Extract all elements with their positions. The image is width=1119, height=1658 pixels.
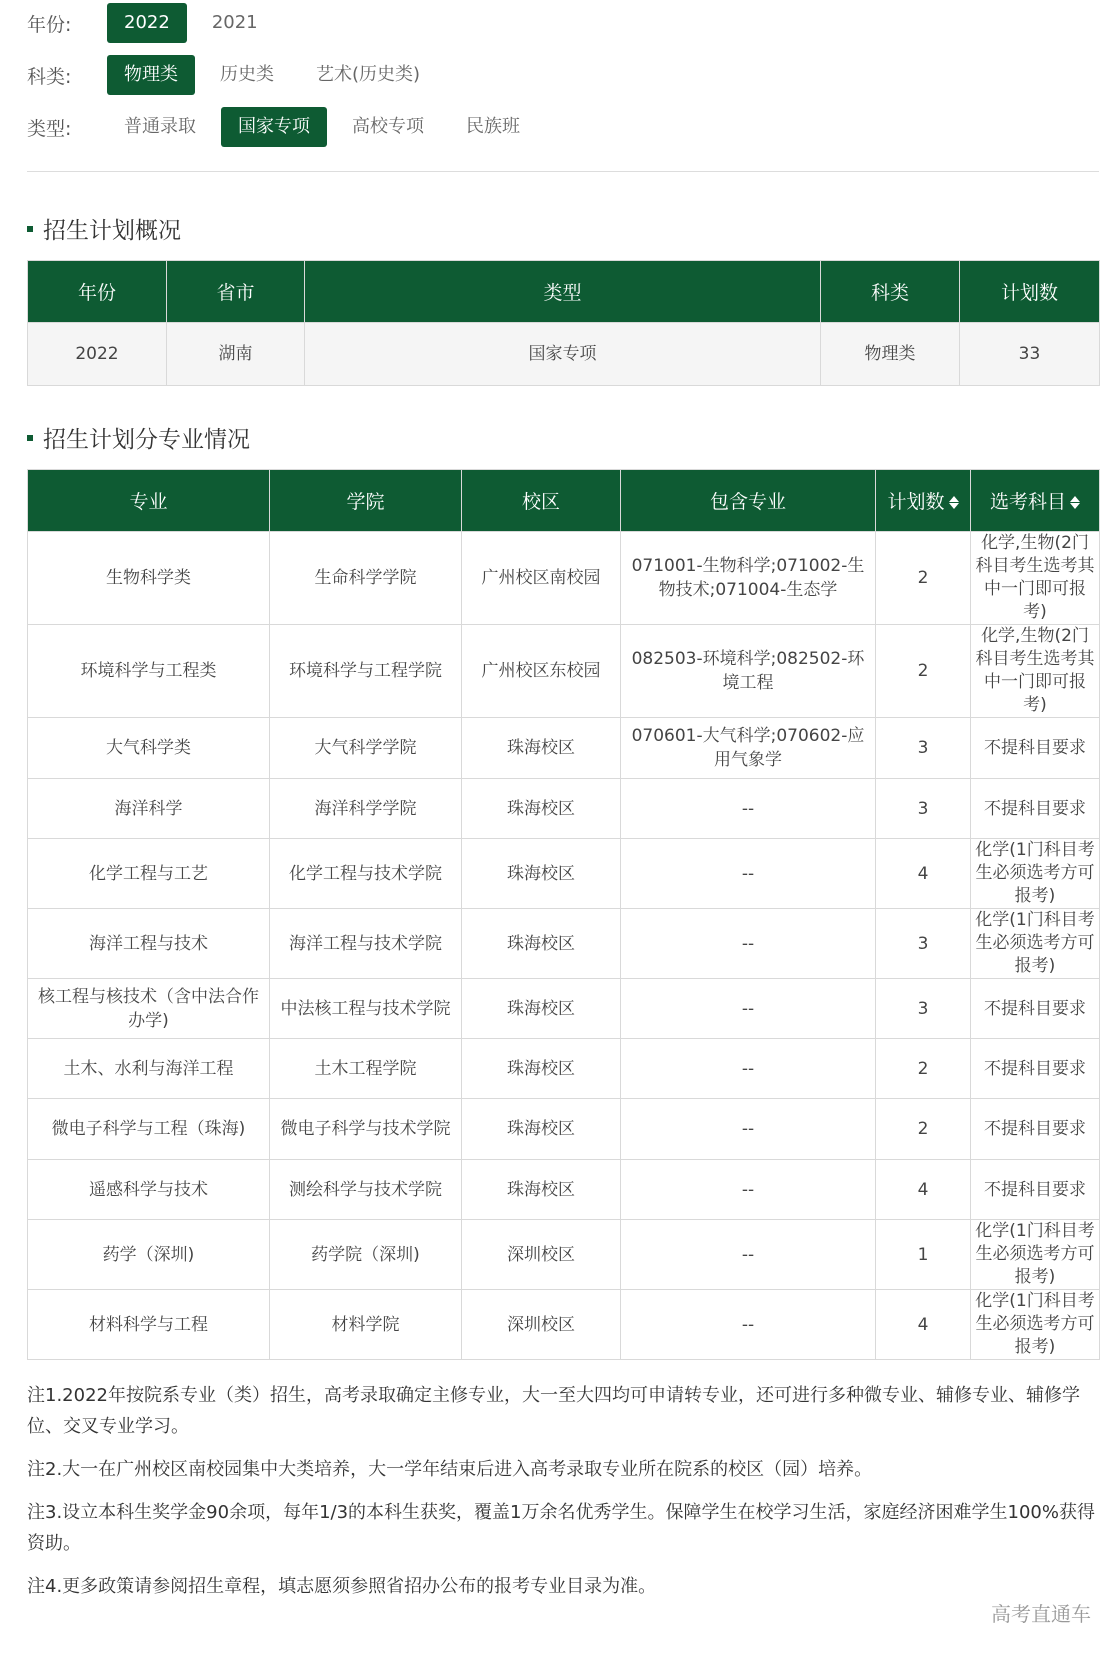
major-cell: 化学工程与工艺 xyxy=(28,839,270,909)
summary-col-plan: 计划数 xyxy=(960,261,1100,323)
campus-cell: 珠海校区 xyxy=(462,839,621,909)
college-cell: 海洋工程与技术学院 xyxy=(270,909,462,979)
summary-cell-subject: 物理类 xyxy=(821,323,960,386)
included-majors-cell: -- xyxy=(621,1099,876,1160)
major-cell: 大气科学类 xyxy=(28,718,270,779)
plan-count-cell: 3 xyxy=(876,909,971,979)
table-row xyxy=(28,979,1100,1039)
subject-filter xyxy=(27,55,445,95)
campus-cell: 珠海校区 xyxy=(462,909,621,979)
table-row xyxy=(28,1290,1100,1360)
type-filter-label: 类型: xyxy=(27,117,72,140)
detail-section-title xyxy=(27,421,250,454)
type-option-university[interactable]: 高校专项 xyxy=(352,116,424,137)
table-row xyxy=(28,909,1100,979)
subject-requirement-cell: 不提科目要求 xyxy=(971,979,1100,1039)
note-1: 注1.2022年按院系专业（类）招生，高考录取确定主修专业，大一至大四均可申请转专业，还可进行多种微专业、辅修专业、辅修学位、交叉专业学习。 xyxy=(27,1385,1080,1437)
table-row xyxy=(28,532,1100,625)
sort-icon xyxy=(1070,495,1080,510)
subject-requirement-cell: 化学(1门科目考生必须选考方可报考) xyxy=(971,839,1100,909)
summary-row xyxy=(28,323,1100,386)
college-cell: 中法核工程与技术学院 xyxy=(270,979,462,1039)
summary-col-province: 省市 xyxy=(167,261,305,323)
plan-count-cell: 4 xyxy=(876,1290,971,1360)
campus-cell: 深圳校区 xyxy=(462,1290,621,1360)
major-cell: 药学（深圳) xyxy=(28,1220,270,1290)
plan-count-cell: 2 xyxy=(876,1099,971,1160)
subject-requirement-cell: 不提科目要求 xyxy=(971,1099,1100,1160)
included-majors-cell: -- xyxy=(621,979,876,1039)
summary-col-year: 年份 xyxy=(28,261,167,323)
note-3: 注3.设立本科生奖学金90余项，每年1/3的本科生获奖，覆盖1万余名优秀学生。保障学生在校学习生活，家庭经济困难学生100%获得资助。 xyxy=(27,1502,1095,1554)
college-cell: 测绘科学与技术学院 xyxy=(270,1160,462,1220)
summary-cell-year: 2022 xyxy=(28,323,167,386)
table-row xyxy=(28,1039,1100,1099)
college-cell: 生命科学学院 xyxy=(270,532,462,625)
campus-cell: 珠海校区 xyxy=(462,779,621,839)
subject-option-physics[interactable]: 物理类 xyxy=(107,55,195,95)
college-cell: 大气科学学院 xyxy=(270,718,462,779)
subject-requirement-cell: 不提科目要求 xyxy=(971,1160,1100,1220)
subject-requirement-cell: 不提科目要求 xyxy=(971,1039,1100,1099)
campus-cell: 广州校区东校园 xyxy=(462,625,621,718)
detail-table xyxy=(27,469,1100,1360)
campus-cell: 珠海校区 xyxy=(462,718,621,779)
table-row xyxy=(28,1220,1100,1290)
notes xyxy=(27,1380,1099,1614)
summary-title-text: 招生计划概况 xyxy=(43,218,181,244)
plan-count-cell: 2 xyxy=(876,532,971,625)
college-cell: 微电子科学与技术学院 xyxy=(270,1099,462,1160)
subject-requirement-cell: 化学(1门科目考生必须选考方可报考) xyxy=(971,909,1100,979)
note-2: 注2.大一在广州校区南校园集中大类培养，大一学年结束后进入高考录取专业所在院系的校区（园）培养。 xyxy=(27,1459,873,1480)
included-majors-cell: -- xyxy=(621,1290,876,1360)
college-cell: 化学工程与技术学院 xyxy=(270,839,462,909)
detail-col-subjects-sortable[interactable] xyxy=(971,470,1100,532)
campus-cell: 珠海校区 xyxy=(462,1039,621,1099)
year-option-2022[interactable]: 2022 xyxy=(107,3,187,43)
detail-col-plan-label: 计划数 xyxy=(887,491,945,513)
included-majors-cell: -- xyxy=(621,839,876,909)
included-majors-cell: -- xyxy=(621,1039,876,1099)
included-majors-cell: -- xyxy=(621,1160,876,1220)
plan-count-cell: 3 xyxy=(876,718,971,779)
detail-col-major: 专业 xyxy=(28,470,270,532)
college-cell: 材料学院 xyxy=(270,1290,462,1360)
detail-col-plan-sortable[interactable] xyxy=(876,470,971,532)
summary-cell-plan: 33 xyxy=(960,323,1100,386)
summary-table xyxy=(27,260,1100,386)
campus-cell: 珠海校区 xyxy=(462,1099,621,1160)
major-cell: 遥感科学与技术 xyxy=(28,1160,270,1220)
college-cell: 药学院（深圳) xyxy=(270,1220,462,1290)
major-cell: 生物科学类 xyxy=(28,532,270,625)
plan-count-cell: 4 xyxy=(876,839,971,909)
detail-header-row xyxy=(28,470,1100,532)
included-majors-cell: 070601-大气科学;070602-应用气象学 xyxy=(621,718,876,779)
included-majors-cell: -- xyxy=(621,909,876,979)
year-filter xyxy=(27,3,283,43)
subject-requirement-cell: 化学(1门科目考生必须选考方可报考) xyxy=(971,1220,1100,1290)
plan-count-cell: 3 xyxy=(876,779,971,839)
campus-cell: 珠海校区 xyxy=(462,1160,621,1220)
watermark: 高考直通车 xyxy=(991,1602,1091,1626)
table-row xyxy=(28,779,1100,839)
detail-col-included: 包含专业 xyxy=(621,470,876,532)
summary-col-type: 类型 xyxy=(305,261,821,323)
type-option-ethnic[interactable]: 民族班 xyxy=(466,116,520,137)
included-majors-cell: -- xyxy=(621,779,876,839)
bullet-square-icon xyxy=(27,226,33,232)
campus-cell: 深圳校区 xyxy=(462,1220,621,1290)
plan-count-cell: 2 xyxy=(876,625,971,718)
major-cell: 海洋科学 xyxy=(28,779,270,839)
table-row xyxy=(28,625,1100,718)
subject-option-art-history[interactable]: 艺术(历史类) xyxy=(316,64,421,85)
college-cell: 土木工程学院 xyxy=(270,1039,462,1099)
subject-option-history[interactable]: 历史类 xyxy=(220,64,274,85)
campus-cell: 广州校区南校园 xyxy=(462,532,621,625)
bullet-square-icon xyxy=(27,435,33,441)
included-majors-cell: -- xyxy=(621,1220,876,1290)
major-cell: 海洋工程与技术 xyxy=(28,909,270,979)
year-option-2021[interactable]: 2021 xyxy=(211,12,258,33)
table-row xyxy=(28,718,1100,779)
plan-count-cell: 4 xyxy=(876,1160,971,1220)
subject-requirement-cell: 化学,生物(2门科目考生选考其中一门即可报考) xyxy=(971,532,1100,625)
included-majors-cell: 082503-环境科学;082502-环境工程 xyxy=(621,625,876,718)
subject-requirement-cell: 化学(1门科目考生必须选考方可报考) xyxy=(971,1290,1100,1360)
subject-filter-label: 科类: xyxy=(27,65,72,88)
campus-cell: 珠海校区 xyxy=(462,979,621,1039)
note-4: 注4.更多政策请参阅招生章程，填志愿须参照省招办公布的报考专业目录为准。 xyxy=(27,1576,657,1597)
table-row xyxy=(28,1099,1100,1160)
summary-section-title xyxy=(27,212,181,245)
divider xyxy=(27,171,1099,172)
detail-col-subjects-label: 选考科目 xyxy=(989,491,1066,513)
type-filter xyxy=(27,107,545,147)
major-cell: 材料科学与工程 xyxy=(28,1290,270,1360)
type-option-national[interactable]: 国家专项 xyxy=(221,107,327,147)
major-cell: 土木、水利与海洋工程 xyxy=(28,1039,270,1099)
summary-header-row xyxy=(28,261,1100,323)
subject-requirement-cell: 化学,生物(2门科目考生选考其中一门即可报考) xyxy=(971,625,1100,718)
detail-col-college: 学院 xyxy=(270,470,462,532)
year-filter-label: 年份: xyxy=(27,13,72,36)
plan-count-cell: 1 xyxy=(876,1220,971,1290)
detail-title-text: 招生计划分专业情况 xyxy=(43,427,250,453)
major-cell: 环境科学与工程类 xyxy=(28,625,270,718)
summary-col-subject: 科类 xyxy=(821,261,960,323)
plan-count-cell: 3 xyxy=(876,979,971,1039)
college-cell: 环境科学与工程学院 xyxy=(270,625,462,718)
included-majors-cell: 071001-生物科学;071002-生物技术;071004-生态学 xyxy=(621,532,876,625)
summary-cell-type: 国家专项 xyxy=(305,323,821,386)
subject-requirement-cell: 不提科目要求 xyxy=(971,779,1100,839)
subject-requirement-cell: 不提科目要求 xyxy=(971,718,1100,779)
detail-col-campus: 校区 xyxy=(462,470,621,532)
plan-count-cell: 2 xyxy=(876,1039,971,1099)
table-row xyxy=(28,839,1100,909)
summary-cell-province: 湖南 xyxy=(167,323,305,386)
type-option-regular[interactable]: 普通录取 xyxy=(124,116,196,137)
major-cell: 核工程与核技术（含中法合作办学) xyxy=(28,979,270,1039)
table-row xyxy=(28,1160,1100,1220)
major-cell: 微电子科学与工程（珠海) xyxy=(28,1099,270,1160)
sort-icon xyxy=(949,495,959,510)
college-cell: 海洋科学学院 xyxy=(270,779,462,839)
